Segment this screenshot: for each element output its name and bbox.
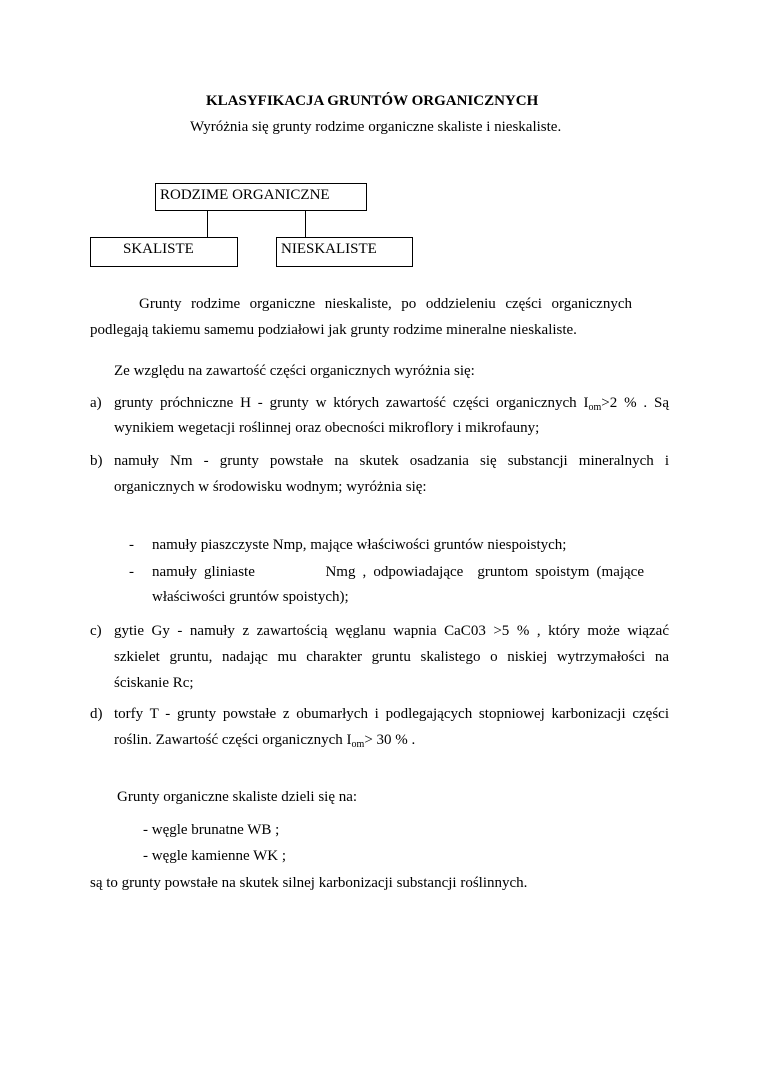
list-item-line: wynikiem wegetacji roślinnej oraz obecności mikroflory i mikrofauny; xyxy=(114,420,540,436)
page-subtitle: Wyróżnia się grunty rodzime organiczne skaliste i nieskaliste. xyxy=(190,119,562,135)
list-item-line: szkielet gruntu, nadając mu charakter gruntu skalistego o niskiej wytrzymałości na xyxy=(114,649,669,665)
diagram-root-label: RODZIME ORGANICZNE xyxy=(160,187,330,203)
list-intro: Ze względu na zawartość części organicznych wyróżnia się: xyxy=(114,363,475,379)
list-marker: b) xyxy=(90,453,103,469)
diagram-connector-right xyxy=(305,211,306,238)
list-item-line: roślin. Zawartość części organicznych $I_{om}> 30$ % . xyxy=(114,732,416,750)
sub-list-dash: - xyxy=(129,564,134,580)
rocky-intro: Grunty organiczne skaliste dzieli się na: xyxy=(117,789,358,805)
list-marker: c) xyxy=(90,623,102,639)
list-item-line: gytie Gy - namuły z zawartością węglanu wapnia CaC03 >5 % , który może wiązać xyxy=(114,623,669,639)
rocky-list-item: - węgle kamienne WK ; xyxy=(143,848,287,864)
rocky-list-item: - węgle brunatne WB ; xyxy=(143,822,280,838)
list-item-line: grunty próchniczne H - grunty w których zawartość części organicznych $I_{om}>2$ % . Są xyxy=(114,395,669,413)
paragraph-line: podlegają takiemu samemu podziałowi jak grunty rodzime mineralne nieskaliste. xyxy=(90,322,577,338)
page-title: KLASYFIKACJA GRUNTÓW ORGANICZNYCH xyxy=(206,93,539,109)
sub-list-item: właściwości gruntów spoistych); xyxy=(152,589,349,605)
diagram-left-label: SKALISTE xyxy=(123,241,194,257)
sub-list-dash: - xyxy=(129,537,134,553)
sub-list-item: namuły gliniaste Nmg , odpowiadające gruntom spoistym (mające xyxy=(152,564,644,580)
list-marker: d) xyxy=(90,706,103,722)
list-item-line: namuły Nm - grunty powstałe na skutek osadzania się substancji mineralnych i xyxy=(114,453,669,469)
paragraph-line: Grunty rodzime organiczne nieskaliste, po oddzieleniu części organicznych xyxy=(139,296,632,312)
list-item-line: torfy T - grunty powstałe z obumarłych i podlegających stopniowej karbonizacji części xyxy=(114,706,669,722)
list-item-line: organicznych w środowisku wodnym; wyróżnia się: xyxy=(114,479,427,495)
sub-list-item: namuły piaszczyste Nmp, mające właściwości gruntów niespoistych; xyxy=(152,537,567,553)
closing-sentence: są to grunty powstałe na skutek silnej karbonizacji substancji roślinnych. xyxy=(90,875,528,891)
diagram-connector-left xyxy=(207,211,208,238)
diagram-right-label: NIESKALISTE xyxy=(281,241,377,257)
list-marker: a) xyxy=(90,395,102,411)
list-item-line: ściskanie Rc; xyxy=(114,675,194,691)
